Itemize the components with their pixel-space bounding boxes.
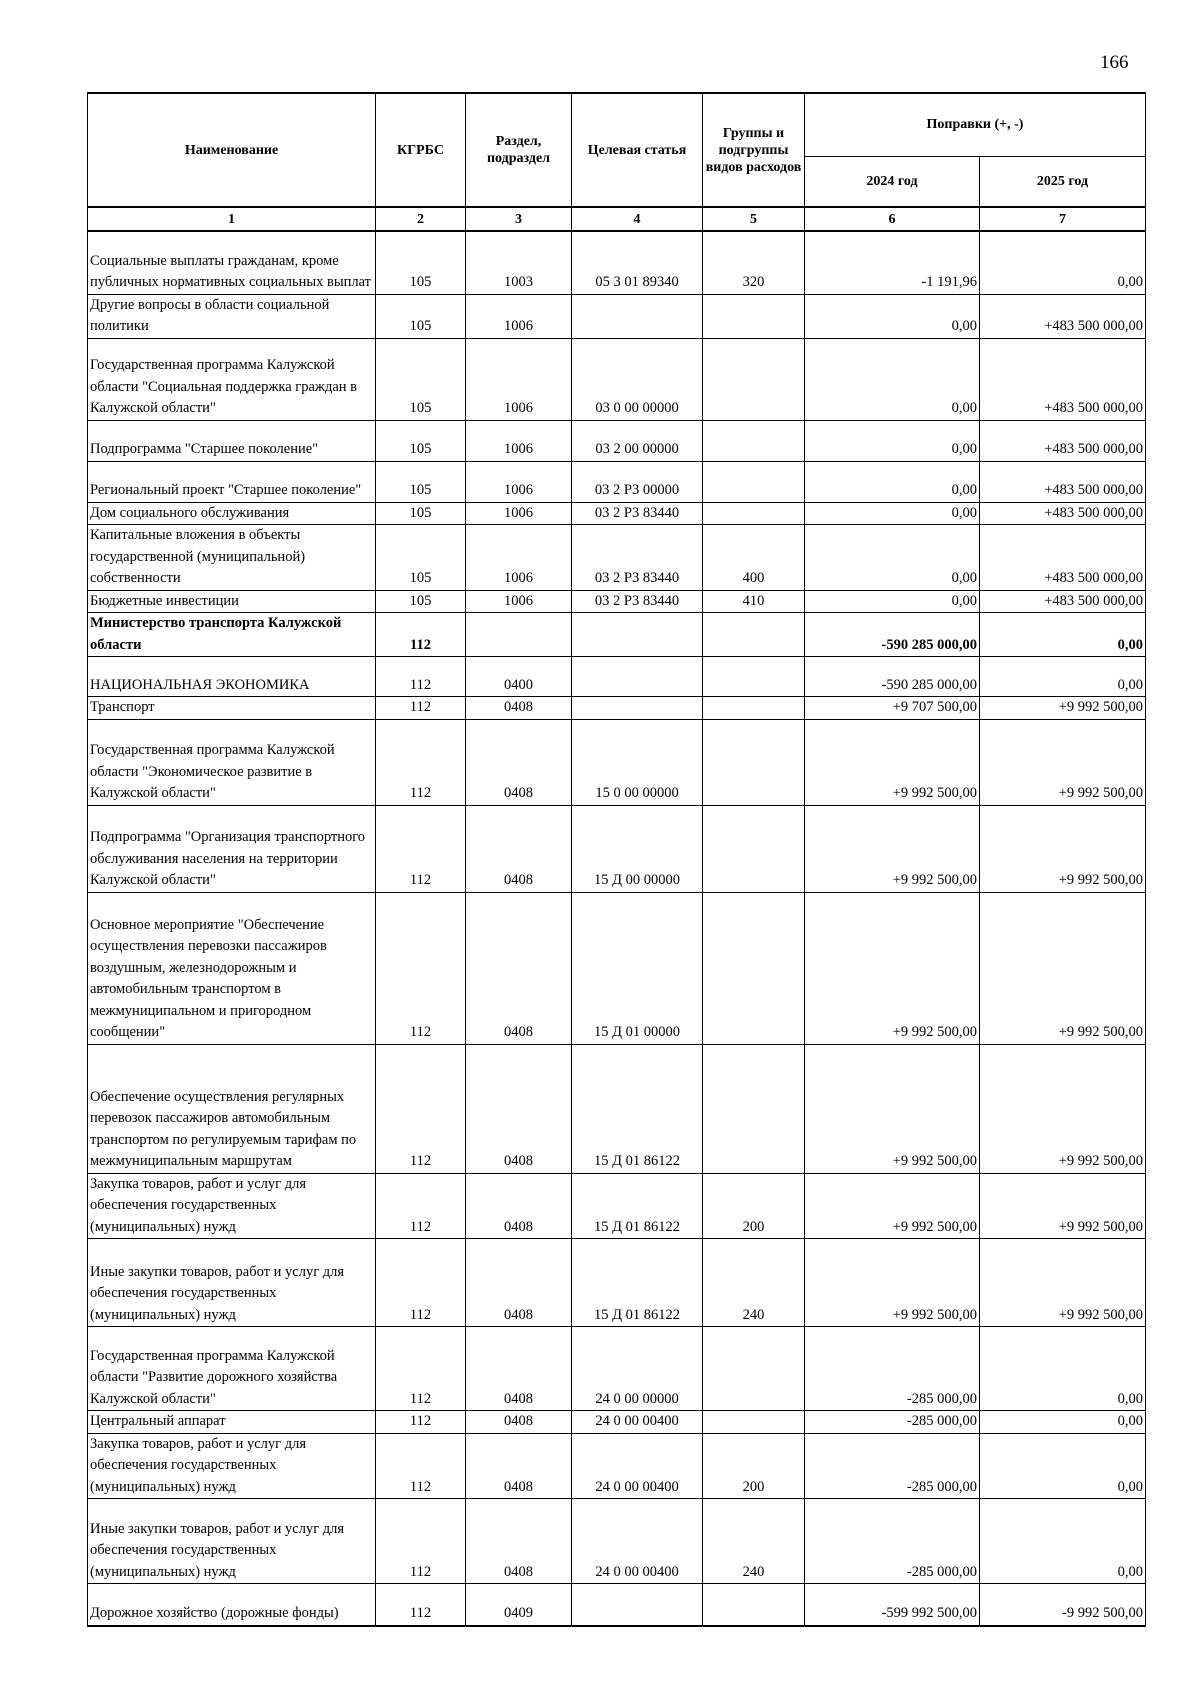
row-kgrbs: 112: [376, 1173, 466, 1239]
column-number: 7: [980, 207, 1146, 231]
row-group: 400: [703, 525, 805, 591]
row-name: Транспорт: [88, 697, 376, 720]
row-amount-2024: +9 992 500,00: [805, 892, 980, 1044]
row-target: 03 2 Р3 00000: [572, 461, 703, 502]
header-target: Целевая статья: [572, 93, 703, 207]
row-name: Государственная программа Калужской области "Развитие дорожного хозяйства Калужской области": [88, 1327, 376, 1411]
row-amount-2024: 0,00: [805, 502, 980, 525]
table-row: [88, 805, 1146, 892]
table-row: [88, 613, 1146, 657]
row-target: [572, 1584, 703, 1626]
row-amount-2024: -285 000,00: [805, 1327, 980, 1411]
header-section: Раздел, подраздел: [466, 93, 572, 207]
row-kgrbs: 112: [376, 1044, 466, 1173]
row-target: 24 0 00 00400: [572, 1433, 703, 1499]
row-amount-2025: 0,00: [980, 613, 1146, 657]
row-group: [703, 1411, 805, 1434]
row-name: Бюджетные инвестиции: [88, 590, 376, 613]
header-amendments: Поправки (+, -): [805, 93, 1146, 156]
row-target: 24 0 00 00400: [572, 1499, 703, 1584]
row-section: 1006: [466, 294, 572, 338]
row-name: Другие вопросы в области социальной политики: [88, 294, 376, 338]
row-section: 1003: [466, 231, 572, 294]
row-group: [703, 719, 805, 805]
row-group: [703, 420, 805, 461]
row-kgrbs: 112: [376, 657, 466, 697]
row-group: [703, 657, 805, 697]
row-section: 0408: [466, 805, 572, 892]
row-name: НАЦИОНАЛЬНАЯ ЭКОНОМИКА: [88, 657, 376, 697]
row-group: 240: [703, 1239, 805, 1327]
row-amount-2024: -590 285 000,00: [805, 613, 980, 657]
row-kgrbs: 112: [376, 1584, 466, 1626]
row-amount-2025: +483 500 000,00: [980, 590, 1146, 613]
row-target: 03 2 Р3 83440: [572, 502, 703, 525]
header-year-2024: 2024 год: [805, 156, 980, 207]
row-kgrbs: 112: [376, 1239, 466, 1327]
table-row: [88, 420, 1146, 461]
row-section: 1006: [466, 590, 572, 613]
row-kgrbs: 112: [376, 613, 466, 657]
row-amount-2024: -590 285 000,00: [805, 657, 980, 697]
table-row: [88, 590, 1146, 613]
column-number: 1: [88, 207, 376, 231]
row-section: 1006: [466, 502, 572, 525]
row-kgrbs: 105: [376, 461, 466, 502]
row-amount-2024: -285 000,00: [805, 1499, 980, 1584]
row-target: 24 0 00 00000: [572, 1327, 703, 1411]
row-name: Иные закупки товаров, работ и услуг для обеспечения государственных (муниципальных) нужд: [88, 1499, 376, 1584]
row-section: 0408: [466, 1411, 572, 1434]
row-section: 0408: [466, 697, 572, 720]
row-kgrbs: 112: [376, 719, 466, 805]
row-amount-2025: +483 500 000,00: [980, 502, 1146, 525]
row-section: [466, 613, 572, 657]
row-amount-2024: 0,00: [805, 525, 980, 591]
row-section: 0408: [466, 1173, 572, 1239]
table-row: [88, 461, 1146, 502]
row-amount-2025: +9 992 500,00: [980, 697, 1146, 720]
row-group: [703, 1584, 805, 1626]
row-target: [572, 697, 703, 720]
row-section: 1006: [466, 420, 572, 461]
row-name: Обеспечение осуществления регулярных перевозок пассажиров автомобильным транспортом по регулируемым тарифам по межмуниципальным маршрутам: [88, 1044, 376, 1173]
row-amount-2024: +9 992 500,00: [805, 719, 980, 805]
row-amount-2025: -9 992 500,00: [980, 1584, 1146, 1626]
row-section: 0408: [466, 1044, 572, 1173]
row-kgrbs: 105: [376, 590, 466, 613]
table-row: [88, 338, 1146, 420]
row-amount-2024: 0,00: [805, 420, 980, 461]
row-target: 15 0 00 00000: [572, 719, 703, 805]
row-group: [703, 697, 805, 720]
row-target: [572, 657, 703, 697]
row-amount-2025: 0,00: [980, 1411, 1146, 1434]
row-amount-2024: +9 992 500,00: [805, 1239, 980, 1327]
row-kgrbs: 112: [376, 805, 466, 892]
table-row: [88, 697, 1146, 720]
row-name: Центральный аппарат: [88, 1411, 376, 1434]
row-section: 0400: [466, 657, 572, 697]
row-kgrbs: 105: [376, 338, 466, 420]
row-name: Дом социального обслуживания: [88, 502, 376, 525]
row-amount-2024: 0,00: [805, 590, 980, 613]
row-target: 03 2 Р3 83440: [572, 590, 703, 613]
row-amount-2025: +9 992 500,00: [980, 1044, 1146, 1173]
row-target: 05 3 01 89340: [572, 231, 703, 294]
table-row: [88, 525, 1146, 591]
row-amount-2024: -285 000,00: [805, 1411, 980, 1434]
row-name: Социальные выплаты гражданам, кроме публичных нормативных социальных выплат: [88, 231, 376, 294]
table-row: [88, 1173, 1146, 1239]
row-section: 0408: [466, 1327, 572, 1411]
row-amount-2024: -285 000,00: [805, 1433, 980, 1499]
row-amount-2024: -599 992 500,00: [805, 1584, 980, 1626]
column-number: 5: [703, 207, 805, 231]
row-name: Подпрограмма "Организация транспортного обслуживания населения на территории Калужской области": [88, 805, 376, 892]
header-name: Наименование: [88, 93, 376, 207]
row-group: [703, 338, 805, 420]
row-amount-2024: +9 992 500,00: [805, 1173, 980, 1239]
row-group: [703, 613, 805, 657]
table-row: [88, 1411, 1146, 1434]
row-name: Капитальные вложения в объекты государственной (муниципальной) собственности: [88, 525, 376, 591]
row-group: 410: [703, 590, 805, 613]
row-section: 0408: [466, 1239, 572, 1327]
row-kgrbs: 105: [376, 420, 466, 461]
row-name: Региональный проект "Старшее поколение": [88, 461, 376, 502]
row-kgrbs: 105: [376, 231, 466, 294]
row-section: 1006: [466, 525, 572, 591]
row-target: 15 Д 00 00000: [572, 805, 703, 892]
row-name: Основное мероприятие "Обеспечение осуществления перевозки пассажиров воздушным, железнодорожным и автомобильным транспортом в межмуниципальном и пригородном сообщении": [88, 892, 376, 1044]
row-amount-2025: +9 992 500,00: [980, 892, 1146, 1044]
column-number: 6: [805, 207, 980, 231]
row-name: Министерство транспорта Калужской области: [88, 613, 376, 657]
row-section: 0408: [466, 1499, 572, 1584]
row-group: [703, 461, 805, 502]
row-amount-2024: -1 191,96: [805, 231, 980, 294]
row-amount-2024: +9 707 500,00: [805, 697, 980, 720]
column-number: 4: [572, 207, 703, 231]
header-kgrbs: КГРБС: [376, 93, 466, 207]
table-row: [88, 719, 1146, 805]
row-kgrbs: 112: [376, 892, 466, 1044]
row-amount-2025: +483 500 000,00: [980, 461, 1146, 502]
row-kgrbs: 105: [376, 294, 466, 338]
row-target: 03 0 00 00000: [572, 338, 703, 420]
row-amount-2025: +483 500 000,00: [980, 338, 1146, 420]
table-row: [88, 657, 1146, 697]
row-group: [703, 892, 805, 1044]
row-amount-2025: +483 500 000,00: [980, 420, 1146, 461]
row-amount-2025: +483 500 000,00: [980, 525, 1146, 591]
row-name: Закупка товаров, работ и услуг для обеспечения государственных (муниципальных) нужд: [88, 1173, 376, 1239]
row-amount-2024: 0,00: [805, 338, 980, 420]
row-group: 200: [703, 1433, 805, 1499]
row-group: 320: [703, 231, 805, 294]
row-amount-2025: +9 992 500,00: [980, 1239, 1146, 1327]
row-name: Государственная программа Калужской области "Экономическое развитие в Калужской области": [88, 719, 376, 805]
row-name: Подпрограмма "Старшее поколение": [88, 420, 376, 461]
row-amount-2024: 0,00: [805, 294, 980, 338]
row-amount-2025: +9 992 500,00: [980, 805, 1146, 892]
row-target: 15 Д 01 00000: [572, 892, 703, 1044]
row-section: 1006: [466, 338, 572, 420]
row-amount-2025: 0,00: [980, 1433, 1146, 1499]
row-target: 24 0 00 00400: [572, 1411, 703, 1434]
table-row: [88, 502, 1146, 525]
table-row: [88, 1433, 1146, 1499]
row-name: Государственная программа Калужской области "Социальная поддержка граждан в Калужской области": [88, 338, 376, 420]
budget-table: [87, 92, 1146, 1627]
row-amount-2024: +9 992 500,00: [805, 805, 980, 892]
column-number: 3: [466, 207, 572, 231]
table-row: [88, 1239, 1146, 1327]
table-row: [88, 1044, 1146, 1173]
row-group: 200: [703, 1173, 805, 1239]
row-target: 15 Д 01 86122: [572, 1239, 703, 1327]
column-number: 2: [376, 207, 466, 231]
table-row: [88, 231, 1146, 294]
row-group: [703, 1044, 805, 1173]
row-amount-2024: 0,00: [805, 461, 980, 502]
row-target: 15 Д 01 86122: [572, 1173, 703, 1239]
row-target: 03 2 00 00000: [572, 420, 703, 461]
row-name: Дорожное хозяйство (дорожные фонды): [88, 1584, 376, 1626]
row-target: 03 2 Р3 83440: [572, 525, 703, 591]
row-amount-2025: +9 992 500,00: [980, 1173, 1146, 1239]
row-section: 0408: [466, 719, 572, 805]
row-group: [703, 502, 805, 525]
row-amount-2025: +9 992 500,00: [980, 719, 1146, 805]
row-kgrbs: 112: [376, 1433, 466, 1499]
row-kgrbs: 105: [376, 502, 466, 525]
row-kgrbs: 112: [376, 1499, 466, 1584]
row-amount-2025: 0,00: [980, 657, 1146, 697]
row-section: 0409: [466, 1584, 572, 1626]
row-kgrbs: 112: [376, 1411, 466, 1434]
header-year-2025: 2025 год: [980, 156, 1146, 207]
table-row: [88, 294, 1146, 338]
row-amount-2025: 0,00: [980, 1327, 1146, 1411]
row-section: 0408: [466, 892, 572, 1044]
row-amount-2025: +483 500 000,00: [980, 294, 1146, 338]
row-group: [703, 805, 805, 892]
row-name: Закупка товаров, работ и услуг для обеспечения государственных (муниципальных) нужд: [88, 1433, 376, 1499]
table-row: [88, 1584, 1146, 1626]
table-row: [88, 892, 1146, 1044]
row-section: 1006: [466, 461, 572, 502]
row-kgrbs: 112: [376, 1327, 466, 1411]
row-target: [572, 294, 703, 338]
row-kgrbs: 105: [376, 525, 466, 591]
row-target: 15 Д 01 86122: [572, 1044, 703, 1173]
row-group: [703, 294, 805, 338]
row-group: [703, 1327, 805, 1411]
table-body: [88, 231, 1146, 1626]
row-amount-2025: 0,00: [980, 231, 1146, 294]
row-amount-2025: 0,00: [980, 1499, 1146, 1584]
table-row: [88, 1327, 1146, 1411]
table-row: [88, 1499, 1146, 1584]
row-target: [572, 613, 703, 657]
header-groups: Группы и подгруппы видов расходов: [703, 93, 805, 207]
row-amount-2024: +9 992 500,00: [805, 1044, 980, 1173]
row-group: 240: [703, 1499, 805, 1584]
row-section: 0408: [466, 1433, 572, 1499]
row-kgrbs: 112: [376, 697, 466, 720]
row-name: Иные закупки товаров, работ и услуг для обеспечения государственных (муниципальных) нужд: [88, 1239, 376, 1327]
page-number: 166: [1100, 52, 1129, 73]
